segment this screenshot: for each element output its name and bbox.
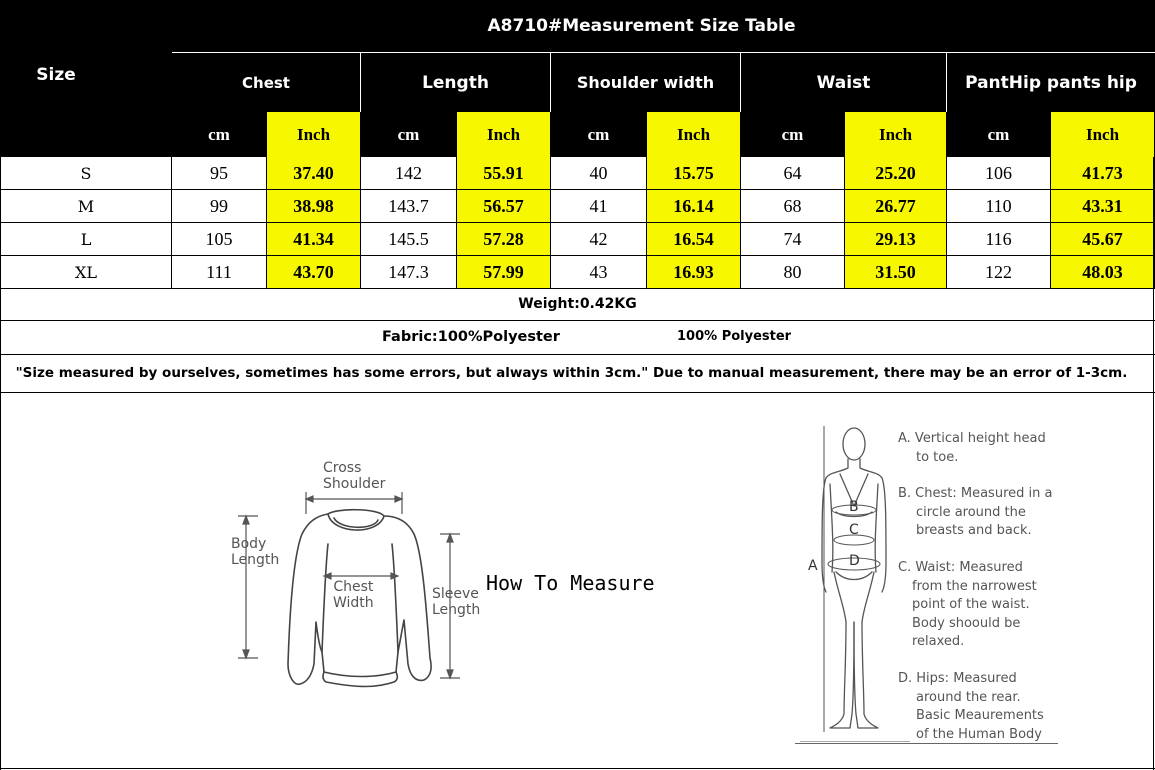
table-cell: 142	[361, 157, 457, 190]
chest-width-label: Chest Width	[333, 579, 374, 611]
column-header-1: Chest	[172, 52, 361, 112]
size-header: Size	[36, 64, 76, 85]
weight-row	[0, 289, 1155, 321]
size-label-xl: XL	[0, 256, 172, 289]
table-cell: 111	[172, 256, 267, 289]
table-cell: 38.98	[267, 190, 361, 223]
table-cell: 41.73	[1051, 157, 1155, 190]
body-length-label: Body Length	[231, 536, 280, 568]
table-cell: 57.99	[457, 256, 551, 289]
table-cell: 147.3	[361, 256, 457, 289]
size-header-cell	[0, 0, 172, 157]
weight-text: Weight:0.42KG	[518, 295, 637, 312]
table-cell: 25.20	[845, 157, 947, 190]
body-marker-d: D	[849, 553, 860, 569]
table-cell: 26.77	[845, 190, 947, 223]
table-cell: 95	[172, 157, 267, 190]
unit-inch-header: Inch	[647, 112, 741, 157]
frame-left	[0, 157, 1, 770]
body-diagram	[800, 422, 910, 742]
table-cell: 31.50	[845, 256, 947, 289]
table-cell: 122	[947, 256, 1051, 289]
column-header-3: Shoulder width	[551, 52, 741, 112]
table-cell: 143.7	[361, 190, 457, 223]
body-marker-a: A	[808, 558, 818, 574]
size-label-l: L	[0, 223, 172, 256]
table-cell: 37.40	[267, 157, 361, 190]
unit-inch-header: Inch	[457, 112, 551, 157]
table-cell: 55.91	[457, 157, 551, 190]
unit-cm-header: cm	[172, 112, 267, 157]
table-cell: 57.28	[457, 223, 551, 256]
unit-cm-header: cm	[947, 112, 1051, 157]
fabric-alt-text: 100% Polyester	[677, 329, 792, 344]
legend-item-d: D. Hips: Measured around the rear. Basic Meaurements of the Human Body	[898, 671, 1044, 742]
table-cell: 56.57	[457, 190, 551, 223]
table-cell: 41	[551, 190, 647, 223]
table-cell: 16.93	[647, 256, 741, 289]
table-cell: 40	[551, 157, 647, 190]
unit-inch-header: Inch	[267, 112, 361, 157]
table-cell: 16.14	[647, 190, 741, 223]
fabric-row	[0, 321, 1155, 355]
body-marker-c: C	[849, 522, 859, 538]
unit-cm-header: cm	[741, 112, 845, 157]
table-cell: 16.54	[647, 223, 741, 256]
human-figure-icon	[822, 428, 886, 728]
frame-right	[1153, 157, 1154, 770]
table-cell: 64	[741, 157, 845, 190]
table-cell: 45.67	[1051, 223, 1155, 256]
table-title: A8710#Measurement Size Table	[487, 16, 796, 36]
table-cell: 15.75	[647, 157, 741, 190]
table-cell: 80	[741, 256, 845, 289]
sleeve-length-label: Sleeve Length	[432, 586, 481, 618]
table-cell: 43.70	[267, 256, 361, 289]
table-cell: 106	[947, 157, 1051, 190]
unit-cm-header: cm	[361, 112, 457, 157]
table-cell: 145.5	[361, 223, 457, 256]
note-row	[0, 354, 1155, 393]
table-cell: 74	[741, 223, 845, 256]
size-label-s: S	[0, 157, 172, 190]
unit-inch-header: Inch	[1051, 112, 1155, 157]
table-cell: 43	[551, 256, 647, 289]
unit-cm-header: cm	[551, 112, 647, 157]
unit-inch-header: Inch	[845, 112, 947, 157]
table-cell: 105	[172, 223, 267, 256]
legend-item-b: B. Chest: Measured in a circle around the breasts and back.	[898, 486, 1053, 538]
legend-item-c: C. Waist: Measured from the narrowest point of the waist. Body shoould be relaxed.	[898, 560, 1037, 649]
column-header-5: PantHip pants hip	[947, 52, 1155, 112]
table-cell: 48.03	[1051, 256, 1155, 289]
size-label-m: M	[0, 190, 172, 223]
frame-bottom	[0, 768, 1155, 769]
table-cell: 42	[551, 223, 647, 256]
table-cell: 110	[947, 190, 1051, 223]
table-cell: 116	[947, 223, 1051, 256]
body-marker-b: B	[849, 499, 859, 515]
column-header-4: Waist	[741, 52, 947, 112]
legend-item-a: A. Vertical height head to toe.	[898, 431, 1046, 465]
table-cell: 43.31	[1051, 190, 1155, 223]
note-text: "Size measured by ourselves, sometimes has some errors, but always within 3cm." Due to manual measurement, there may be an error of 1-3cm.	[15, 365, 1128, 381]
column-header-2: Length	[361, 52, 551, 112]
cross-shoulder-label: Cross Shoulder	[323, 460, 386, 492]
table-cell: 99	[172, 190, 267, 223]
table-cell: 29.13	[845, 223, 947, 256]
table-cell: 68	[741, 190, 845, 223]
fabric-text: Fabric:100%Polyester	[382, 329, 560, 345]
table-cell: 41.34	[267, 223, 361, 256]
table-title-cell	[172, 0, 1155, 52]
how-to-measure-title: How To Measure	[486, 571, 655, 595]
